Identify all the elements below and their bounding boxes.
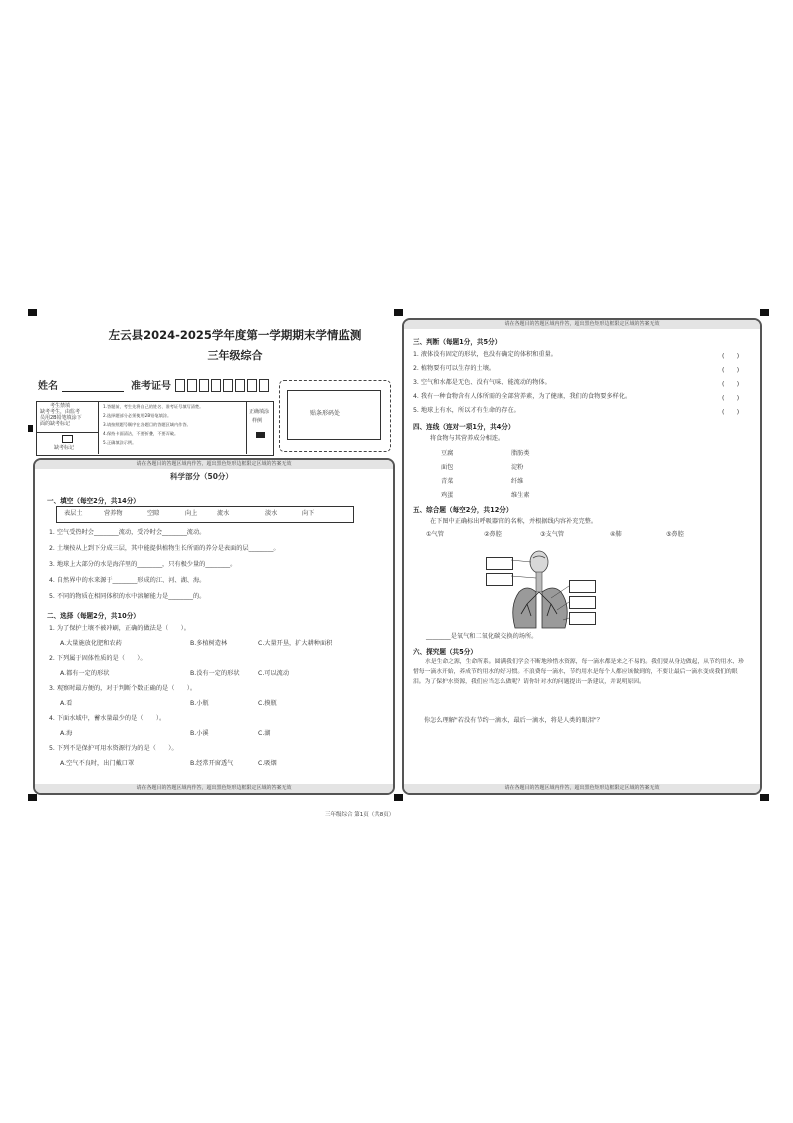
match-left-item[interactable]: 鸡蛋 [441,492,454,499]
note-line: 2.选择题部分必须使用2B铅笔填涂。 [103,413,172,418]
choice-option[interactable]: C.摸瓶 [258,700,277,707]
registration-mark [28,309,37,316]
exam-subtitle: 三年级综合 [207,349,263,362]
match-right-item[interactable]: 淀粉 [511,464,524,471]
registration-mark [760,309,769,316]
exam-title: 左云县2024-2025学年度第一学期期末学情监测 [108,328,362,342]
absent-checkbox[interactable] [62,435,73,443]
word-bank-item: 淡水 [265,510,278,517]
word-bank-item: 表层土 [64,510,83,517]
note-line: 1.答题前，考生先将自己的姓名、准考证号填写清楚。 [103,404,204,409]
explore-question: 你怎么理解"若没有节约一滴水，最后一滴水，将是人类的眼泪"？ [424,717,603,724]
absent-label: 缺考标记 [54,445,75,451]
word-bank-item: 营养物 [104,510,123,517]
choice-option[interactable]: B.多植树造林 [190,640,228,647]
notice-line: 面的缺考标记 [40,421,71,427]
match-left-item[interactable]: 青菜 [441,478,454,485]
match-left-item[interactable]: 面包 [441,464,454,471]
page-footer: 三年级综合 第1页（共8页） [325,812,395,818]
choice-option[interactable]: B.没有一定的形状 [190,670,240,677]
warning-band: 请在各题目的答题区域内作答，超出黑色矩形边框限定区域的答案无效 [35,784,393,793]
note-line: 4.保持卡面清洁，不要折叠，不要弄破。 [103,431,179,436]
choice-question: 3. 观察时最方便的，对于判断个数正确的是（ ）。 [49,685,197,692]
judge-question: 4. 我有一种食物含有人体所需的全部营养素，为了健康，我们的食物要多样化。 [413,393,632,400]
registration-mark [28,794,37,801]
answer-paren[interactable]: ( ) [722,409,740,416]
registration-mark [760,794,769,801]
choice-option[interactable]: A.空气不良时，出门戴口罩 [60,760,135,767]
choice-option[interactable]: A.都有一定的形状 [60,670,110,677]
word-bank-item: 流水 [217,510,230,517]
answer-paren[interactable]: ( ) [722,353,740,360]
word-bank-item: 向上 [185,510,198,517]
synth-intro: 在下图中正确标出呼吸器官的名称，并根据线内容补充完整。 [430,518,598,525]
synth-caption[interactable]: ________是氧气和二氧化碳交换的场所。 [426,633,538,640]
barcode-label: 贴条形码处 [310,410,341,417]
fill-example-word: 样例 [252,418,263,424]
registration-mark [394,309,403,316]
match-right-item[interactable]: 维生素 [511,492,530,499]
notice-line: 缺考考生，由监考 [40,409,81,415]
judge-question: 2. 植物要有可以生存的土壤。 [413,365,496,372]
match-right-item[interactable]: 纤维 [511,478,524,485]
explore-heading: 六、探究题（共5分） [413,648,477,656]
judge-question: 5. 地球上有水，所以才有生命的存在。 [413,407,520,414]
choice-question: 1. 为了保护土壤不被冲刷，正确的做法是（ ）。 [49,625,190,632]
explore-paragraph: 水是生命之源，生命所系。圆满我们学会不断地珍惜水资源，每一滴水都是来之不易的。我们要从身边做起，从节约用水、珍惜每一滴水开始，养成节约用水的好习惯。不浪费每一滴水，节约用水是每个人都应该做到的，不要让最后一滴水变成我们的眼泪。为了保护水资源，我们应当怎么做呢？请你针对水的问题提出一条建议，并说明原因。 [413,659,744,686]
judge-question: 3. 空气和水都是无色、没有气味、能流动的物体。 [413,379,551,386]
note-line: 3.请按照题号顺序在各题目的答题区域内作答。 [103,422,191,427]
fill-question[interactable]: 4. 自然界中的水来源于________形成的江、河、湖、海。 [49,577,206,584]
judge-question: 1. 液体没有固定的形状，也没有确定的体积和重量。 [413,351,557,358]
fill-question[interactable]: 3. 地球上大部分的水是海洋里的________，只有极少量的________。 [49,561,237,568]
registration-mark [28,425,33,432]
synth-heading: 五、综合题（每空2分，共12分） [413,506,513,514]
fill-heading: 一、填空（每空2分，共14分） [47,497,140,505]
match-right-item[interactable]: 脂肪类 [511,450,530,457]
fill-example-label: 正确填涂 [249,409,270,415]
choice-option[interactable]: A.大量施放化肥和农药 [60,640,122,647]
section-title: 科学部分（50分） [170,472,233,481]
organ-option: ②鼻腔 [484,531,502,538]
choice-option[interactable]: B.经常开窗透气 [190,760,234,767]
choice-option[interactable]: A.海 [60,730,73,737]
answer-paren[interactable]: ( ) [722,381,740,388]
notice-title: 考生禁填 [50,403,71,409]
warning-band: 请在各题目的答题区域内作答，超出黑色矩形边框限定区域的答案无效 [35,460,393,469]
answer-paren[interactable]: ( ) [722,395,740,402]
choice-option[interactable]: B.小溪 [190,730,209,737]
word-bank-item: 向下 [302,510,315,517]
organ-option: ⑤鼻腔 [666,531,684,538]
judge-heading: 三、判断（每题1分，共5分） [413,338,502,346]
choice-option[interactable]: A.看 [60,700,73,707]
choice-option[interactable]: C.大量开垦，扩大耕种面积 [258,640,333,647]
word-bank-item: 空隙 [147,510,160,517]
choice-heading: 二、选择（每题2分，共10分） [47,612,140,620]
match-left-item[interactable]: 豆腐 [441,450,454,457]
organ-option: ①气管 [426,531,444,538]
fill-question[interactable]: 1. 空气受热时会________流动，受冷时会________流动。 [49,529,206,536]
answer-paren[interactable]: ( ) [722,367,740,374]
organ-option: ③支气管 [540,531,565,538]
warning-band: 请在各题目的答题区域内作答，超出黑色矩形边框限定区域的答案无效 [404,784,760,793]
fill-question[interactable]: 5. 不同的物质在相同体积的水中溶解能力是________的。 [49,593,206,600]
respiratory-system-diagram [505,548,577,630]
choice-question: 5. 下列不是保护可用水资源行为的是（ ）。 [49,745,178,752]
choice-question: 4. 下面水域中，蓄水量最少的是（ ）。 [49,715,166,722]
match-intro: 将食物与其营养成分相连。 [430,435,505,442]
note-line: 5.正确填涂示例。 [103,440,137,445]
exam-no-label: 准考证号 [131,381,171,392]
match-heading: 四、连线（连对一项1分，共4分） [413,423,515,431]
fill-example-mark [256,432,265,438]
fill-question[interactable]: 2. 土壤按从上到下分成三层，其中能提供植物生长所需的养分是表面的层________。 [49,545,280,552]
organ-option: ④肺 [610,531,622,538]
name-field[interactable] [62,391,124,392]
choice-question: 2. 下列属于固体性质的是（ ）。 [49,655,147,662]
notice-line: 员用2B铅笔填涂下 [40,415,82,421]
choice-option[interactable]: B.小瓶 [190,700,209,707]
choice-option[interactable]: C.可以流动 [258,670,290,677]
choice-option[interactable]: C.湖 [258,730,271,737]
registration-mark [394,794,403,801]
warning-band: 请在各题目的答题区域内作答，超出黑色矩形边框限定区域的答案无效 [404,320,760,329]
choice-option[interactable]: C.吸烟 [258,760,277,767]
name-label: 姓名 [38,381,58,392]
